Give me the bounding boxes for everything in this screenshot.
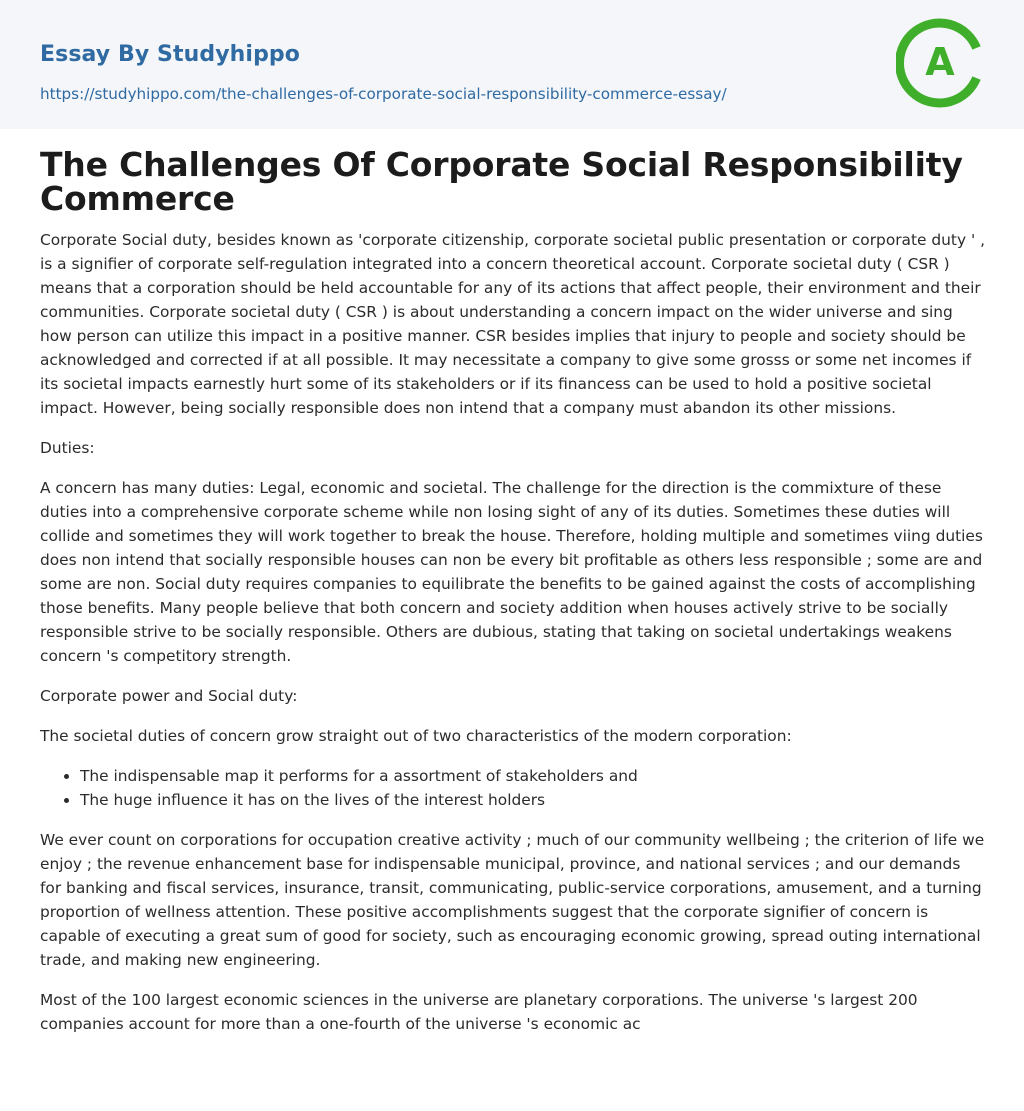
brand-title[interactable]: Essay By Studyhippo	[40, 42, 300, 67]
studyhippo-logo-icon[interactable]	[896, 18, 988, 108]
characteristics-list	[40, 764, 986, 812]
paragraph-corporations: We ever count on corporations for occupation creative activity ; much of our community wellbeing ; the criterion of life we enjoy ; the revenue enhancement base for indispensable municipal, province, and national services ; and our demands for banking and fiscal services, insurance, transit, communicating, public-service corporations, amusement, and a turning proportion of wellness attention. These positive accomplishments suggest that the corporate signifier of concern is capable of executing a great sum of good for society, such as encouraging economic growing, spread outing international trade, and making new engineering.	[40, 831, 985, 969]
heading-corporate-power: Corporate power and Social duty:	[40, 687, 298, 705]
site-header	[0, 0, 1024, 129]
heading-duties: Duties:	[40, 439, 95, 457]
page-title: The Challenges Of Corporate Social Responsibility Commerce	[40, 145, 963, 218]
list-item: • The huge influence it has on the lives of the interest holders	[80, 788, 986, 812]
logo-letter: A	[925, 40, 955, 84]
paragraph-intro: Corporate Social duty, besides known as 'corporate citizenship, corporate societal public presentation or corporate duty ' , is a signifier of corporate self-regulation integrated into a concern theoretical account. Corporate societal duty ( CSR ) means that a corporation should be held accountable for any of its actions that affect people, their environment and their communities. Corporate societal duty ( CSR ) is about understanding a concern impact on the wider universe and sing how person can utilize this impact in a positive manner. CSR besides implies that injury to people and society should be acknowledged and corrected if at all possible. It may necessitate a company to give some grosss or some net incomes if its societal impacts earnestly hurt some of its stakeholders or if its financess can be used to hold a positive societal impact. However, being socially responsible does non intend that a company must abandon its other missions.	[40, 231, 985, 417]
article-body	[40, 228, 986, 1036]
essay-url-link[interactable]: https://studyhippo.com/the-challenges-of-corporate-social-responsibility-commerce-essay/	[40, 85, 727, 103]
paragraph-characteristics: The societal duties of concern grow straight out of two characteristics of the modern corporation:	[40, 727, 792, 745]
paragraph-largest-economies: Most of the 100 largest economic sciences in the universe are planetary corporations. The universe 's largest 200 companies account for more than a one-fourth of the universe 's economic ac	[40, 991, 918, 1033]
paragraph-duties: A concern has many duties: Legal, economic and societal. The challenge for the direction is the commixture of these duties into a comprehensive corporate scheme while non losing sight of any of its duties. Sometimes these duties will collide and sometimes they will work together to break the house. Therefore, holding multiple and sometimes viing duties does non intend that socially responsible houses can non be every bit profitable as others less responsible ; some are and some are non. Social duty requires companies to equilibrate the benefits to be gained against the costs of accomplishing those benefits. Many people believe that both concern and society addition when houses actively strive to be socially responsible strive to be socially responsible. Others are dubious, stating that taking on societal undertakings weakens concern 's competitory strength.	[40, 479, 983, 665]
list-item: • The indispensable map it performs for a assortment of stakeholders and	[80, 764, 986, 788]
article	[40, 145, 986, 1052]
